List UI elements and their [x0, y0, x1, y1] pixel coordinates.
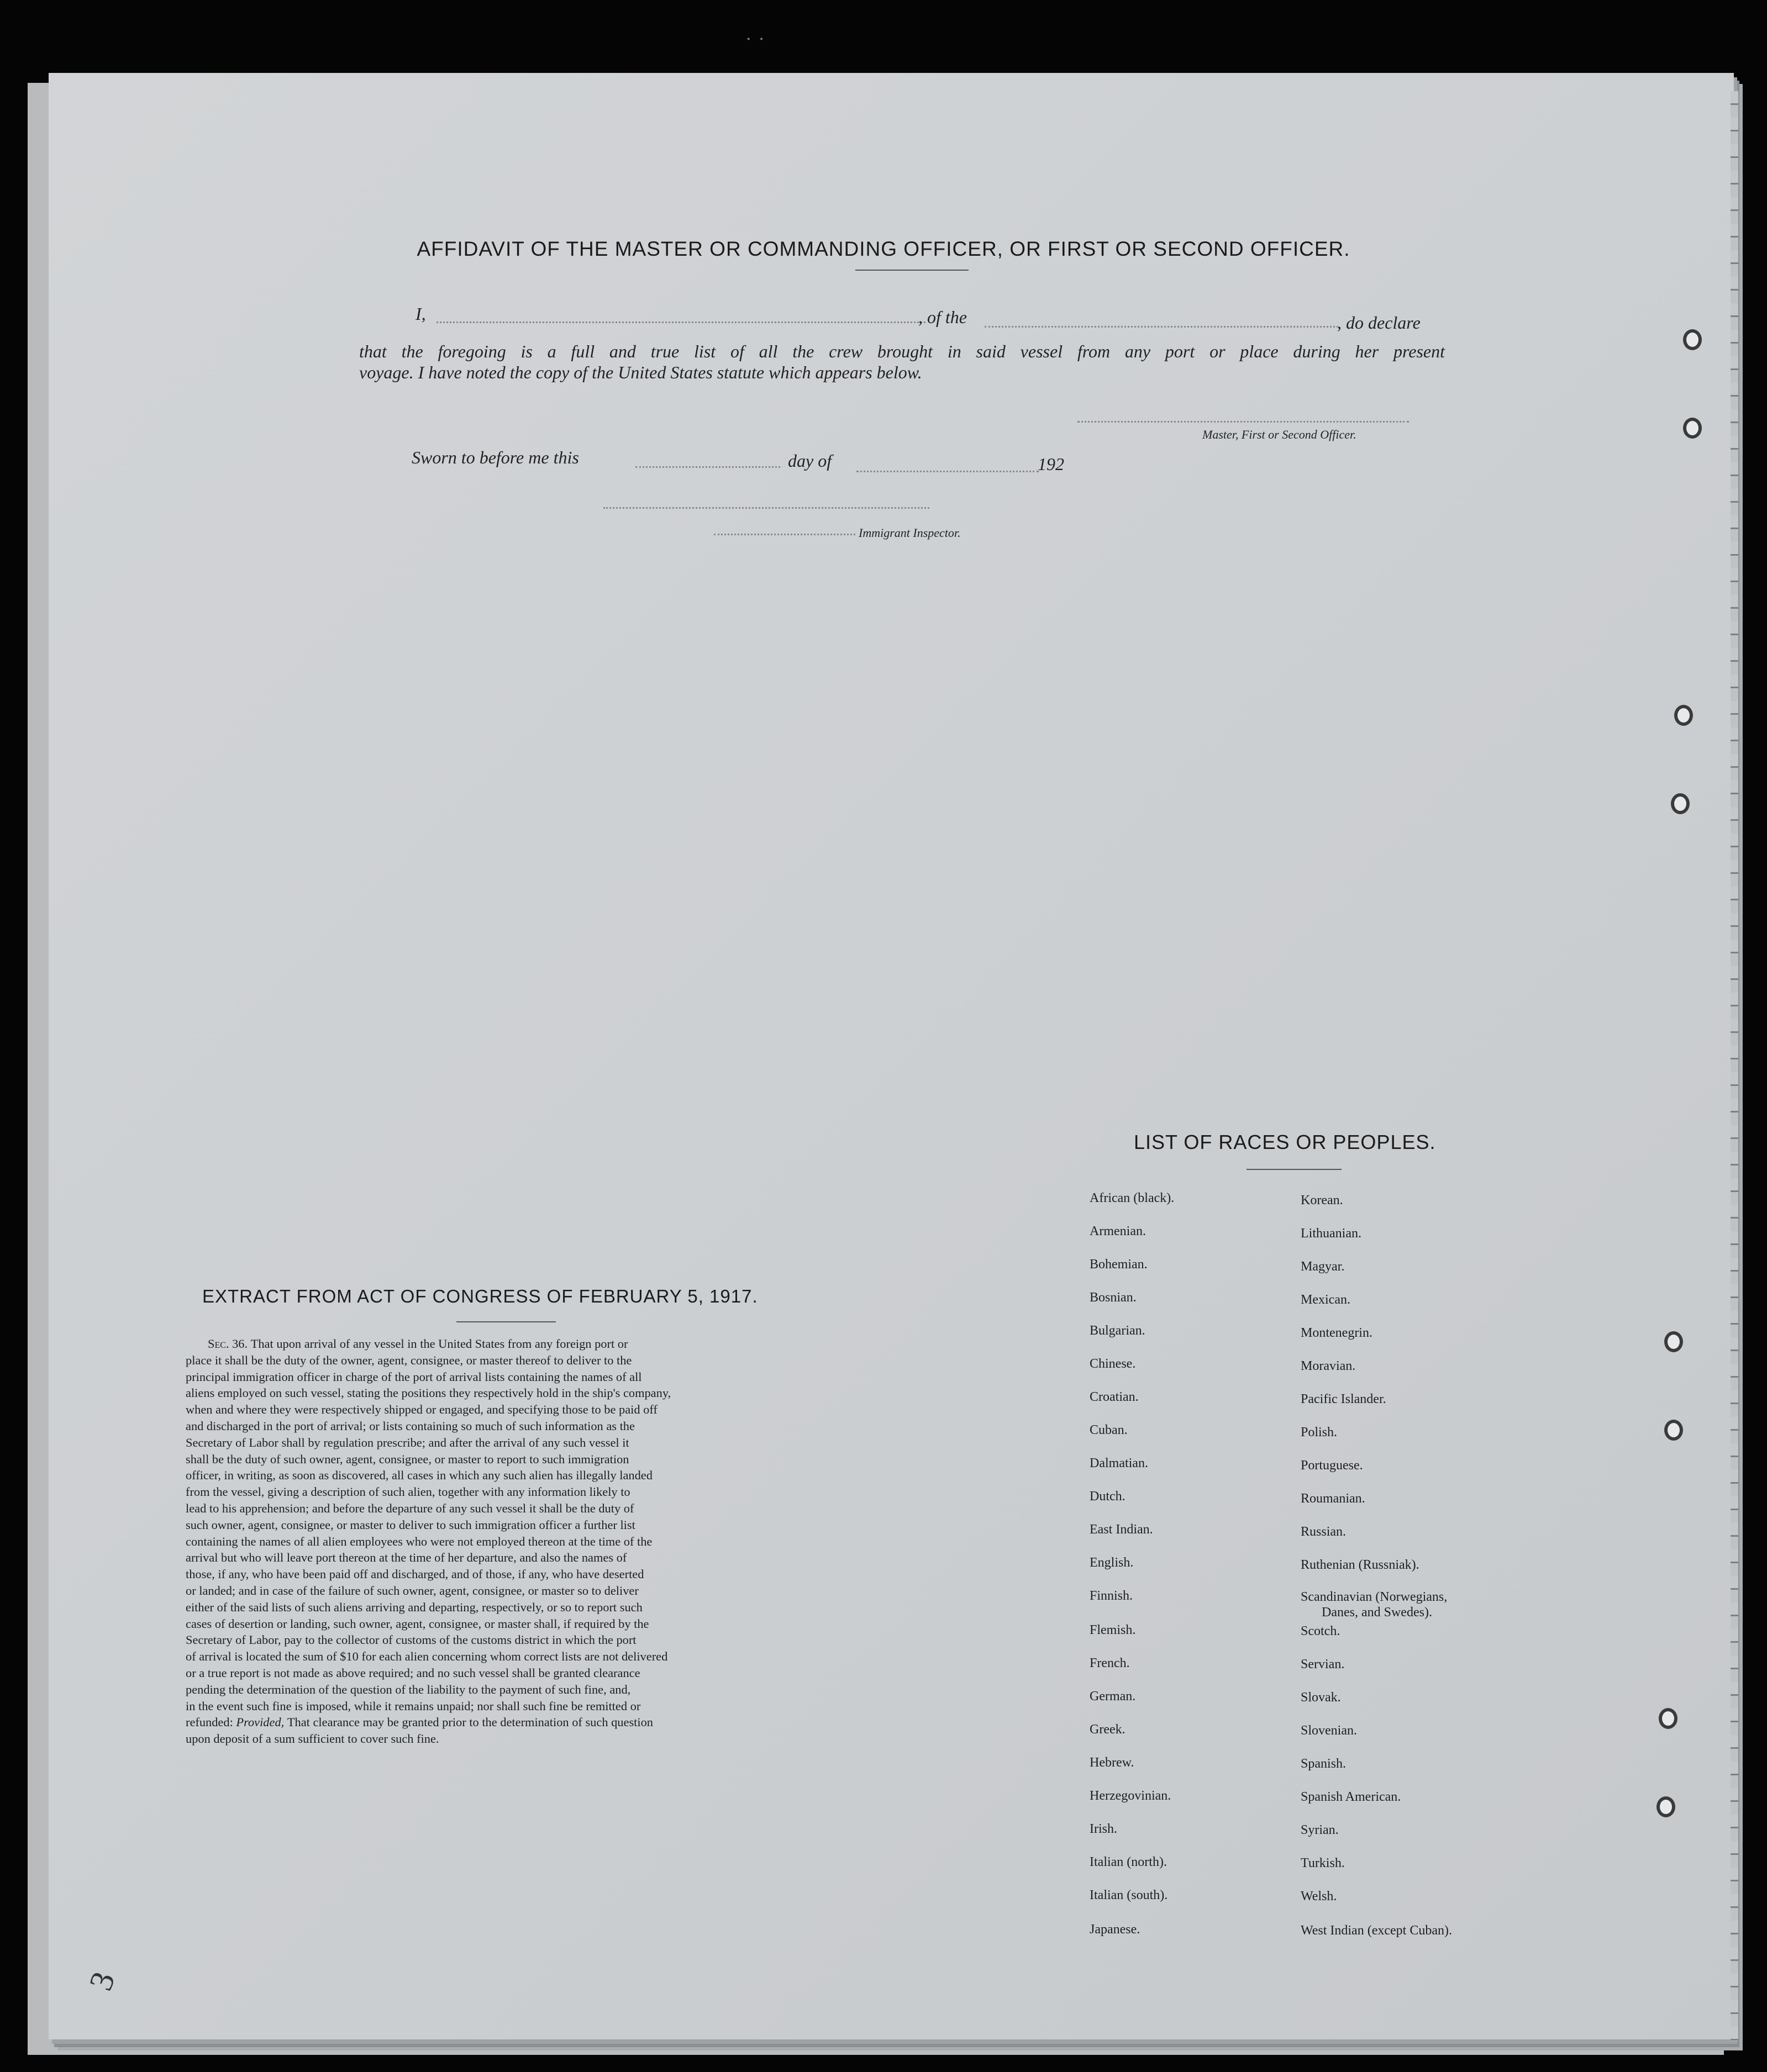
race-item: Croatian.	[1090, 1390, 1139, 1404]
race-item: German.	[1090, 1689, 1136, 1704]
binder-hole	[1683, 329, 1702, 350]
master-signature-label: Master, First or Second Officer.	[1202, 428, 1356, 441]
title-underline	[855, 270, 969, 271]
master-signature-field[interactable]	[1077, 421, 1409, 423]
extract-line: containing the names of all alien employees who were not employed thereon at the time of the	[186, 1534, 653, 1548]
race-item: French.	[1090, 1656, 1130, 1670]
declaration-line-3: voyage. I have noted the copy of the United States statute which appears below.	[359, 362, 922, 382]
stacked-page-edges	[1731, 91, 1738, 2041]
extract-line	[186, 1336, 832, 1352]
races-title: LIST OF RACES OR PEOPLES.	[1134, 1131, 1436, 1153]
sworn-day-field[interactable]	[635, 466, 780, 468]
race-item: Slovenian.	[1301, 1723, 1357, 1738]
year-prefix: 192	[1038, 454, 1064, 474]
race-item: Bosnian.	[1090, 1290, 1137, 1305]
race-item: Syrian.	[1301, 1823, 1339, 1837]
affidavit-title: AFFIDAVIT OF THE MASTER OR COMMANDING OFFICER, OR FIRST OR SECOND OFFICER.	[417, 238, 1350, 260]
race-item: Armenian.	[1090, 1224, 1146, 1238]
race-item: Greek.	[1090, 1722, 1126, 1737]
inspector-label: Immigrant Inspector.	[859, 526, 961, 540]
extract-line: shall be the duty of such owner, agent, consignee, or master to report to such immigration	[186, 1452, 629, 1466]
race-item: Pacific Islander.	[1301, 1392, 1386, 1406]
extract-body	[186, 1336, 832, 1747]
master-name-field[interactable]	[437, 321, 925, 323]
race-item: Irish.	[1090, 1822, 1117, 1836]
provided-word: Provided,	[236, 1715, 287, 1730]
races-title-underline	[1247, 1169, 1342, 1170]
race-item: Polish.	[1301, 1425, 1338, 1440]
extract-line: lead to his apprehension; and before the departure of any such vessel it shall be the duty of	[186, 1501, 634, 1515]
vessel-name-field[interactable]	[985, 326, 1338, 328]
extract-title-underline	[456, 1321, 556, 1322]
race-item: East Indian.	[1090, 1522, 1153, 1537]
extract-line: cases of desertion or landing, such owner, agent, consignee, or master shall, if required by the	[186, 1616, 649, 1631]
section-label: Sec. 36.	[208, 1337, 251, 1351]
race-item: Portuguese.	[1301, 1458, 1363, 1473]
extract-line: place it shall be the duty of the owner, agent, consignee, or master thereof to deliver to the	[186, 1353, 632, 1367]
race-item: Finnish.	[1090, 1589, 1133, 1603]
extract-line: or landed; and in case of the failure of such owner, agent, consignee, or master so to deliver	[186, 1583, 639, 1598]
of-the-label: , of the	[918, 307, 967, 327]
race-item: Turkish.	[1301, 1856, 1345, 1870]
binder-hole	[1664, 1420, 1683, 1441]
race-item: Chinese.	[1090, 1357, 1136, 1371]
binder-hole	[1671, 793, 1690, 814]
extract-line: arrival but who will leave port thereon at the time of her departure, and also the names of	[186, 1551, 627, 1565]
race-item: Italian (north).	[1090, 1855, 1167, 1869]
sworn-month-field[interactable]	[856, 471, 1039, 472]
race-item: Servian.	[1301, 1657, 1345, 1672]
provided-text: That clearance may be granted prior to the determination of such question	[287, 1715, 653, 1730]
extract-line-text: refunded:	[186, 1715, 236, 1730]
race-item: Danes, and Swedes).	[1322, 1605, 1432, 1620]
declaration-line-2: that the foregoing is a full and true list of all the crew brought in said vessel from any port or place during her present	[359, 341, 1445, 361]
race-item: Magyar.	[1301, 1259, 1345, 1274]
binder-hole	[1664, 1331, 1683, 1352]
scan-mark: ˙ ˙	[745, 33, 765, 57]
race-item: Montenegrin.	[1301, 1326, 1372, 1340]
race-item: Italian (south).	[1090, 1888, 1168, 1902]
race-item: Cuban.	[1090, 1423, 1128, 1437]
binder-hole	[1659, 1708, 1677, 1729]
extract-line: aliens employed on such vessel, stating the positions they respectively hold in the ship's company,	[186, 1386, 671, 1400]
race-item: Moravian.	[1301, 1359, 1356, 1373]
extract-line: or a true report is not made as above required; and no such vessel shall be granted clearance	[186, 1665, 640, 1680]
race-item: Spanish American.	[1301, 1790, 1401, 1804]
race-item: Hebrew.	[1090, 1755, 1134, 1770]
binder-hole	[1683, 418, 1702, 439]
extract-line-text: That upon arrival of any vessel in the United States from any foreign port or	[250, 1337, 628, 1351]
race-item: Scandinavian (Norwegians,	[1301, 1590, 1448, 1604]
extract-line: when and where they were respectively shipped or engaged, and specifying those to be paid off	[186, 1403, 658, 1417]
extract-line: either of the said lists of such aliens arriving and departing, respectively, or so to report such	[186, 1600, 643, 1614]
extract-title: EXTRACT FROM ACT OF CONGRESS OF FEBRUARY 5, 1917.	[202, 1286, 758, 1306]
race-item: West Indian (except Cuban).	[1301, 1923, 1452, 1938]
extract-line	[186, 1714, 832, 1731]
extract-line: from the vessel, giving a description of such alien, together with any information likely to	[186, 1485, 630, 1499]
extract-line: Secretary of Labor, pay to the collector of customs of the customs district in which the port	[186, 1633, 637, 1647]
race-item: Russian.	[1301, 1525, 1347, 1539]
declarant-prefix: I,	[416, 304, 426, 324]
extract-line: such owner, agent, consignee, or master to deliver to such immigration officer a further list	[186, 1517, 635, 1532]
race-item: Bohemian.	[1090, 1257, 1148, 1272]
race-item: Herzegovinian.	[1090, 1789, 1171, 1803]
handwritten-page-number: 3	[82, 1966, 122, 1995]
race-item: Slovak.	[1301, 1690, 1341, 1705]
inspector-signature-line-2[interactable]	[714, 534, 855, 535]
day-of-label: day of	[788, 451, 832, 471]
race-item: Roumanian.	[1301, 1491, 1365, 1506]
extract-line: and discharged in the port of arrival; or lists containing so much of such information as the	[186, 1419, 635, 1433]
race-item: African (black).	[1090, 1191, 1175, 1205]
race-item: Ruthenian (Russniak).	[1301, 1558, 1419, 1572]
binder-hole	[1674, 705, 1693, 726]
binder-hole	[1656, 1796, 1675, 1817]
race-item: Dalmatian.	[1090, 1456, 1148, 1470]
race-item: Scotch.	[1301, 1624, 1340, 1638]
extract-line: of arrival is located the sum of $10 for each alien concerning whom correct lists are not delivered	[186, 1649, 668, 1664]
race-item: Welsh.	[1301, 1889, 1337, 1904]
extract-line: in the event such fine is imposed, while it remains unpaid; nor shall such fine be remitted or	[186, 1699, 641, 1713]
extract-line: pending the determination of the question of the liability to the payment of such fine, and,	[186, 1682, 631, 1696]
extract-line: principal immigration officer in charge of the port of arrival lists containing the names of all	[186, 1369, 642, 1384]
race-item: Korean.	[1301, 1193, 1343, 1208]
do-declare-label: , do declare	[1337, 313, 1421, 333]
inspector-signature-line-1[interactable]	[603, 507, 929, 509]
sworn-label: Sworn to before me this	[412, 447, 579, 467]
race-item: Flemish.	[1090, 1623, 1136, 1637]
race-item: Bulgarian.	[1090, 1324, 1145, 1338]
race-item: Dutch.	[1090, 1489, 1126, 1504]
extract-line: officer, in writing, as soon as discovered, all cases in which any such alien has illegally landed	[186, 1468, 653, 1483]
extract-line: upon deposit of a sum sufficient to cover such fine.	[186, 1732, 439, 1746]
race-item: Japanese.	[1090, 1922, 1140, 1937]
extract-line: Secretary of Labor shall by regulation prescribe; and after the arrival of any such vessel it	[186, 1435, 629, 1449]
race-item: English.	[1090, 1556, 1134, 1570]
race-item: Spanish.	[1301, 1757, 1347, 1771]
race-item: Mexican.	[1301, 1293, 1350, 1307]
extract-line: those, if any, who have been paid off and discharged, and of those, if any, who have deserted	[186, 1567, 644, 1581]
race-item: Lithuanian.	[1301, 1226, 1361, 1241]
